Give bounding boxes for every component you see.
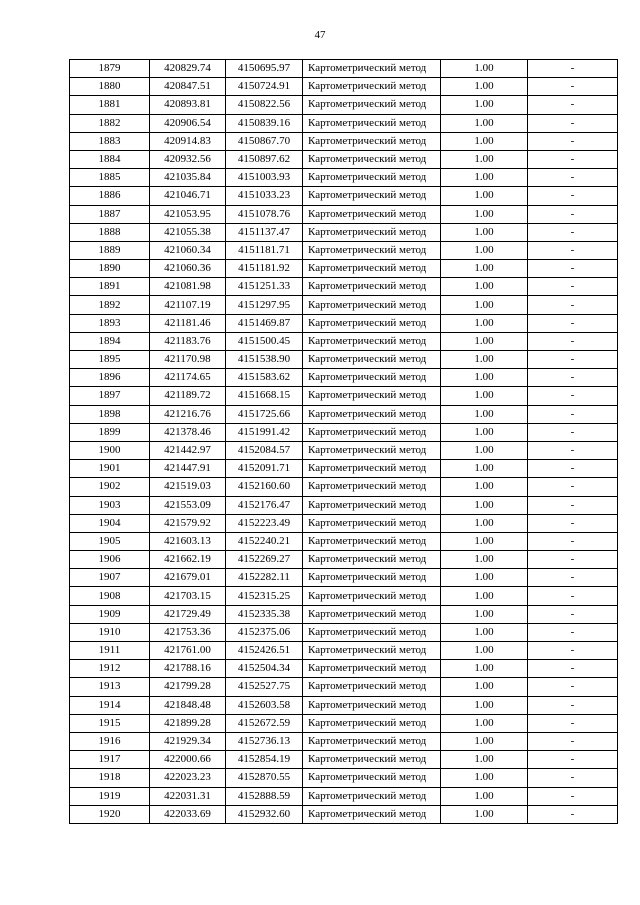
x-coordinate-cell: 422031.31 (150, 787, 226, 805)
point-number-cell: 1885 (70, 169, 150, 187)
note-cell: - (528, 551, 618, 569)
note-cell: - (528, 169, 618, 187)
x-coordinate-cell: 421183.76 (150, 332, 226, 350)
method-cell: Картометрический метод (303, 696, 441, 714)
x-coordinate-cell: 421216.76 (150, 405, 226, 423)
x-coordinate-cell: 421060.34 (150, 241, 226, 259)
accuracy-cell: 1.00 (441, 787, 528, 805)
x-coordinate-cell: 421788.16 (150, 660, 226, 678)
x-coordinate-cell: 420932.56 (150, 150, 226, 168)
accuracy-cell: 1.00 (441, 351, 528, 369)
method-cell: Картометрический метод (303, 478, 441, 496)
y-coordinate-cell: 4150724.91 (226, 78, 303, 96)
point-number-cell: 1894 (70, 332, 150, 350)
note-cell: - (528, 369, 618, 387)
accuracy-cell: 1.00 (441, 642, 528, 660)
accuracy-cell: 1.00 (441, 369, 528, 387)
point-number-cell: 1910 (70, 623, 150, 641)
y-coordinate-cell: 4152888.59 (226, 787, 303, 805)
point-number-cell: 1909 (70, 605, 150, 623)
note-cell: - (528, 96, 618, 114)
accuracy-cell: 1.00 (441, 569, 528, 587)
table-row (70, 678, 618, 696)
y-coordinate-cell: 4152527.75 (226, 678, 303, 696)
accuracy-cell: 1.00 (441, 314, 528, 332)
table-row (70, 114, 618, 132)
table-row (70, 460, 618, 478)
accuracy-cell: 1.00 (441, 260, 528, 278)
x-coordinate-cell: 420906.54 (150, 114, 226, 132)
note-cell: - (528, 769, 618, 787)
accuracy-cell: 1.00 (441, 496, 528, 514)
note-cell: - (528, 496, 618, 514)
y-coordinate-cell: 4152335.38 (226, 605, 303, 623)
method-cell: Картометрический метод (303, 605, 441, 623)
coordinates-table-body (70, 60, 618, 824)
point-number-cell: 1891 (70, 278, 150, 296)
accuracy-cell: 1.00 (441, 769, 528, 787)
x-coordinate-cell: 422033.69 (150, 805, 226, 823)
x-coordinate-cell: 421799.28 (150, 678, 226, 696)
table-row (70, 187, 618, 205)
method-cell: Картометрический метод (303, 732, 441, 750)
method-cell: Картометрический метод (303, 441, 441, 459)
x-coordinate-cell: 421053.95 (150, 205, 226, 223)
x-coordinate-cell: 421170.98 (150, 351, 226, 369)
method-cell: Картометрический метод (303, 569, 441, 587)
method-cell: Картометрический метод (303, 423, 441, 441)
table-row (70, 623, 618, 641)
note-cell: - (528, 623, 618, 641)
note-cell: - (528, 460, 618, 478)
y-coordinate-cell: 4152282.11 (226, 569, 303, 587)
y-coordinate-cell: 4151033.23 (226, 187, 303, 205)
table-row (70, 223, 618, 241)
accuracy-cell: 1.00 (441, 751, 528, 769)
accuracy-cell: 1.00 (441, 332, 528, 350)
note-cell: - (528, 732, 618, 750)
accuracy-cell: 1.00 (441, 296, 528, 314)
table-row (70, 732, 618, 750)
y-coordinate-cell: 4152091.71 (226, 460, 303, 478)
x-coordinate-cell: 421729.49 (150, 605, 226, 623)
note-cell: - (528, 787, 618, 805)
y-coordinate-cell: 4150897.62 (226, 150, 303, 168)
point-number-cell: 1883 (70, 132, 150, 150)
accuracy-cell: 1.00 (441, 623, 528, 641)
point-number-cell: 1893 (70, 314, 150, 332)
x-coordinate-cell: 421181.46 (150, 314, 226, 332)
accuracy-cell: 1.00 (441, 696, 528, 714)
note-cell: - (528, 78, 618, 96)
x-coordinate-cell: 421378.46 (150, 423, 226, 441)
x-coordinate-cell: 421519.03 (150, 478, 226, 496)
x-coordinate-cell: 421848.48 (150, 696, 226, 714)
accuracy-cell: 1.00 (441, 587, 528, 605)
y-coordinate-cell: 4151668.15 (226, 387, 303, 405)
x-coordinate-cell: 421189.72 (150, 387, 226, 405)
point-number-cell: 1900 (70, 441, 150, 459)
note-cell: - (528, 241, 618, 259)
table-row (70, 241, 618, 259)
x-coordinate-cell: 421442.97 (150, 441, 226, 459)
accuracy-cell: 1.00 (441, 805, 528, 823)
y-coordinate-cell: 4151538.90 (226, 351, 303, 369)
x-coordinate-cell: 420893.81 (150, 96, 226, 114)
x-coordinate-cell: 421107.19 (150, 296, 226, 314)
y-coordinate-cell: 4152160.60 (226, 478, 303, 496)
x-coordinate-cell: 421060.36 (150, 260, 226, 278)
point-number-cell: 1897 (70, 387, 150, 405)
table-row (70, 805, 618, 823)
y-coordinate-cell: 4151500.45 (226, 332, 303, 350)
table-row (70, 96, 618, 114)
method-cell: Картометрический метод (303, 260, 441, 278)
accuracy-cell: 1.00 (441, 532, 528, 550)
y-coordinate-cell: 4151725.66 (226, 405, 303, 423)
x-coordinate-cell: 421035.84 (150, 169, 226, 187)
x-coordinate-cell: 421046.71 (150, 187, 226, 205)
y-coordinate-cell: 4152269.27 (226, 551, 303, 569)
point-number-cell: 1905 (70, 532, 150, 550)
method-cell: Картометрический метод (303, 205, 441, 223)
method-cell: Картометрический метод (303, 241, 441, 259)
accuracy-cell: 1.00 (441, 132, 528, 150)
method-cell: Картометрический метод (303, 296, 441, 314)
table-row (70, 660, 618, 678)
method-cell: Картометрический метод (303, 714, 441, 732)
y-coordinate-cell: 4151003.93 (226, 169, 303, 187)
table-row (70, 496, 618, 514)
accuracy-cell: 1.00 (441, 187, 528, 205)
method-cell: Картометрический метод (303, 787, 441, 805)
x-coordinate-cell: 420829.74 (150, 60, 226, 78)
note-cell: - (528, 678, 618, 696)
y-coordinate-cell: 4152240.21 (226, 532, 303, 550)
method-cell: Картометрический метод (303, 805, 441, 823)
method-cell: Картометрический метод (303, 496, 441, 514)
note-cell: - (528, 405, 618, 423)
accuracy-cell: 1.00 (441, 114, 528, 132)
point-number-cell: 1912 (70, 660, 150, 678)
x-coordinate-cell: 421174.65 (150, 369, 226, 387)
method-cell: Картометрический метод (303, 587, 441, 605)
accuracy-cell: 1.00 (441, 514, 528, 532)
table-row (70, 642, 618, 660)
method-cell: Картометрический метод (303, 351, 441, 369)
method-cell: Картометрический метод (303, 514, 441, 532)
y-coordinate-cell: 4152223.49 (226, 514, 303, 532)
y-coordinate-cell: 4152932.60 (226, 805, 303, 823)
point-number-cell: 1899 (70, 423, 150, 441)
accuracy-cell: 1.00 (441, 551, 528, 569)
table-row (70, 78, 618, 96)
y-coordinate-cell: 4150695.97 (226, 60, 303, 78)
note-cell: - (528, 696, 618, 714)
table-row (70, 751, 618, 769)
point-number-cell: 1908 (70, 587, 150, 605)
accuracy-cell: 1.00 (441, 150, 528, 168)
method-cell: Картометрический метод (303, 387, 441, 405)
accuracy-cell: 1.00 (441, 96, 528, 114)
table-row (70, 169, 618, 187)
y-coordinate-cell: 4152315.25 (226, 587, 303, 605)
y-coordinate-cell: 4152375.06 (226, 623, 303, 641)
accuracy-cell: 1.00 (441, 423, 528, 441)
table-row (70, 278, 618, 296)
accuracy-cell: 1.00 (441, 478, 528, 496)
accuracy-cell: 1.00 (441, 278, 528, 296)
y-coordinate-cell: 4151469.87 (226, 314, 303, 332)
accuracy-cell: 1.00 (441, 405, 528, 423)
note-cell: - (528, 332, 618, 350)
x-coordinate-cell: 421929.34 (150, 732, 226, 750)
y-coordinate-cell: 4152176.47 (226, 496, 303, 514)
coordinates-table (69, 59, 618, 824)
table-row (70, 787, 618, 805)
table-row (70, 587, 618, 605)
y-coordinate-cell: 4152504.34 (226, 660, 303, 678)
method-cell: Картометрический метод (303, 678, 441, 696)
note-cell: - (528, 714, 618, 732)
x-coordinate-cell: 421703.15 (150, 587, 226, 605)
x-coordinate-cell: 421447.91 (150, 460, 226, 478)
y-coordinate-cell: 4152736.13 (226, 732, 303, 750)
point-number-cell: 1879 (70, 60, 150, 78)
table-row (70, 369, 618, 387)
table-row (70, 60, 618, 78)
method-cell: Картометрический метод (303, 314, 441, 332)
table-row (70, 769, 618, 787)
point-number-cell: 1918 (70, 769, 150, 787)
note-cell: - (528, 478, 618, 496)
accuracy-cell: 1.00 (441, 605, 528, 623)
y-coordinate-cell: 4151181.71 (226, 241, 303, 259)
table-row (70, 205, 618, 223)
accuracy-cell: 1.00 (441, 241, 528, 259)
accuracy-cell: 1.00 (441, 678, 528, 696)
y-coordinate-cell: 4152870.55 (226, 769, 303, 787)
table-row (70, 423, 618, 441)
point-number-cell: 1892 (70, 296, 150, 314)
method-cell: Картометрический метод (303, 660, 441, 678)
note-cell: - (528, 532, 618, 550)
table-row (70, 296, 618, 314)
x-coordinate-cell: 422000.66 (150, 751, 226, 769)
x-coordinate-cell: 421081.98 (150, 278, 226, 296)
point-number-cell: 1915 (70, 714, 150, 732)
note-cell: - (528, 187, 618, 205)
table-row (70, 405, 618, 423)
table-row (70, 132, 618, 150)
y-coordinate-cell: 4152603.58 (226, 696, 303, 714)
method-cell: Картометрический метод (303, 169, 441, 187)
point-number-cell: 1884 (70, 150, 150, 168)
point-number-cell: 1902 (70, 478, 150, 496)
x-coordinate-cell: 421753.36 (150, 623, 226, 641)
accuracy-cell: 1.00 (441, 169, 528, 187)
table-row (70, 314, 618, 332)
accuracy-cell: 1.00 (441, 660, 528, 678)
point-number-cell: 1906 (70, 551, 150, 569)
y-coordinate-cell: 4150867.70 (226, 132, 303, 150)
x-coordinate-cell: 421603.13 (150, 532, 226, 550)
accuracy-cell: 1.00 (441, 205, 528, 223)
x-coordinate-cell: 421553.09 (150, 496, 226, 514)
y-coordinate-cell: 4152854.19 (226, 751, 303, 769)
note-cell: - (528, 514, 618, 532)
method-cell: Картометрический метод (303, 369, 441, 387)
note-cell: - (528, 205, 618, 223)
table-row (70, 441, 618, 459)
table-row (70, 714, 618, 732)
y-coordinate-cell: 4152672.59 (226, 714, 303, 732)
note-cell: - (528, 805, 618, 823)
note-cell: - (528, 642, 618, 660)
y-coordinate-cell: 4151251.33 (226, 278, 303, 296)
table-row (70, 351, 618, 369)
x-coordinate-cell: 421662.19 (150, 551, 226, 569)
note-cell: - (528, 605, 618, 623)
note-cell: - (528, 150, 618, 168)
note-cell: - (528, 296, 618, 314)
method-cell: Картометрический метод (303, 551, 441, 569)
note-cell: - (528, 260, 618, 278)
table-row (70, 569, 618, 587)
note-cell: - (528, 278, 618, 296)
method-cell: Картометрический метод (303, 150, 441, 168)
y-coordinate-cell: 4152426.51 (226, 642, 303, 660)
note-cell: - (528, 132, 618, 150)
point-number-cell: 1907 (70, 569, 150, 587)
table-row (70, 696, 618, 714)
note-cell: - (528, 114, 618, 132)
point-number-cell: 1913 (70, 678, 150, 696)
point-number-cell: 1898 (70, 405, 150, 423)
point-number-cell: 1911 (70, 642, 150, 660)
point-number-cell: 1889 (70, 241, 150, 259)
method-cell: Картометрический метод (303, 278, 441, 296)
table-row (70, 532, 618, 550)
point-number-cell: 1886 (70, 187, 150, 205)
method-cell: Картометрический метод (303, 96, 441, 114)
method-cell: Картометрический метод (303, 332, 441, 350)
point-number-cell: 1880 (70, 78, 150, 96)
table-row (70, 478, 618, 496)
point-number-cell: 1903 (70, 496, 150, 514)
accuracy-cell: 1.00 (441, 223, 528, 241)
method-cell: Картометрический метод (303, 132, 441, 150)
point-number-cell: 1920 (70, 805, 150, 823)
point-number-cell: 1904 (70, 514, 150, 532)
accuracy-cell: 1.00 (441, 714, 528, 732)
point-number-cell: 1914 (70, 696, 150, 714)
point-number-cell: 1917 (70, 751, 150, 769)
point-number-cell: 1919 (70, 787, 150, 805)
accuracy-cell: 1.00 (441, 460, 528, 478)
table-row (70, 387, 618, 405)
y-coordinate-cell: 4150822.56 (226, 96, 303, 114)
point-number-cell: 1881 (70, 96, 150, 114)
table-row (70, 514, 618, 532)
table-row (70, 605, 618, 623)
accuracy-cell: 1.00 (441, 732, 528, 750)
note-cell: - (528, 60, 618, 78)
method-cell: Картометрический метод (303, 223, 441, 241)
x-coordinate-cell: 421055.38 (150, 223, 226, 241)
note-cell: - (528, 223, 618, 241)
point-number-cell: 1890 (70, 260, 150, 278)
point-number-cell: 1895 (70, 351, 150, 369)
table-row (70, 551, 618, 569)
x-coordinate-cell: 421761.00 (150, 642, 226, 660)
method-cell: Картометрический метод (303, 642, 441, 660)
note-cell: - (528, 751, 618, 769)
x-coordinate-cell: 422023.23 (150, 769, 226, 787)
method-cell: Картометрический метод (303, 78, 441, 96)
x-coordinate-cell: 421899.28 (150, 714, 226, 732)
y-coordinate-cell: 4151078.76 (226, 205, 303, 223)
method-cell: Картометрический метод (303, 460, 441, 478)
y-coordinate-cell: 4152084.57 (226, 441, 303, 459)
y-coordinate-cell: 4151583.62 (226, 369, 303, 387)
table-row (70, 260, 618, 278)
note-cell: - (528, 351, 618, 369)
accuracy-cell: 1.00 (441, 387, 528, 405)
method-cell: Картометрический метод (303, 532, 441, 550)
method-cell: Картометрический метод (303, 60, 441, 78)
accuracy-cell: 1.00 (441, 441, 528, 459)
point-number-cell: 1882 (70, 114, 150, 132)
table-row (70, 150, 618, 168)
y-coordinate-cell: 4151297.95 (226, 296, 303, 314)
note-cell: - (528, 587, 618, 605)
method-cell: Картометрический метод (303, 623, 441, 641)
y-coordinate-cell: 4151181.92 (226, 260, 303, 278)
method-cell: Картометрический метод (303, 751, 441, 769)
note-cell: - (528, 660, 618, 678)
page-number: 47 (314, 29, 326, 41)
x-coordinate-cell: 421579.92 (150, 514, 226, 532)
point-number-cell: 1896 (70, 369, 150, 387)
method-cell: Картометрический метод (303, 114, 441, 132)
method-cell: Картометрический метод (303, 187, 441, 205)
x-coordinate-cell: 421679.01 (150, 569, 226, 587)
note-cell: - (528, 441, 618, 459)
note-cell: - (528, 387, 618, 405)
x-coordinate-cell: 420847.51 (150, 78, 226, 96)
method-cell: Картометрический метод (303, 405, 441, 423)
note-cell: - (528, 423, 618, 441)
method-cell: Картометрический метод (303, 769, 441, 787)
x-coordinate-cell: 420914.83 (150, 132, 226, 150)
y-coordinate-cell: 4151137.47 (226, 223, 303, 241)
y-coordinate-cell: 4151991.42 (226, 423, 303, 441)
point-number-cell: 1887 (70, 205, 150, 223)
accuracy-cell: 1.00 (441, 78, 528, 96)
point-number-cell: 1916 (70, 732, 150, 750)
accuracy-cell: 1.00 (441, 60, 528, 78)
note-cell: - (528, 314, 618, 332)
table-row (70, 332, 618, 350)
point-number-cell: 1901 (70, 460, 150, 478)
note-cell: - (528, 569, 618, 587)
y-coordinate-cell: 4150839.16 (226, 114, 303, 132)
point-number-cell: 1888 (70, 223, 150, 241)
